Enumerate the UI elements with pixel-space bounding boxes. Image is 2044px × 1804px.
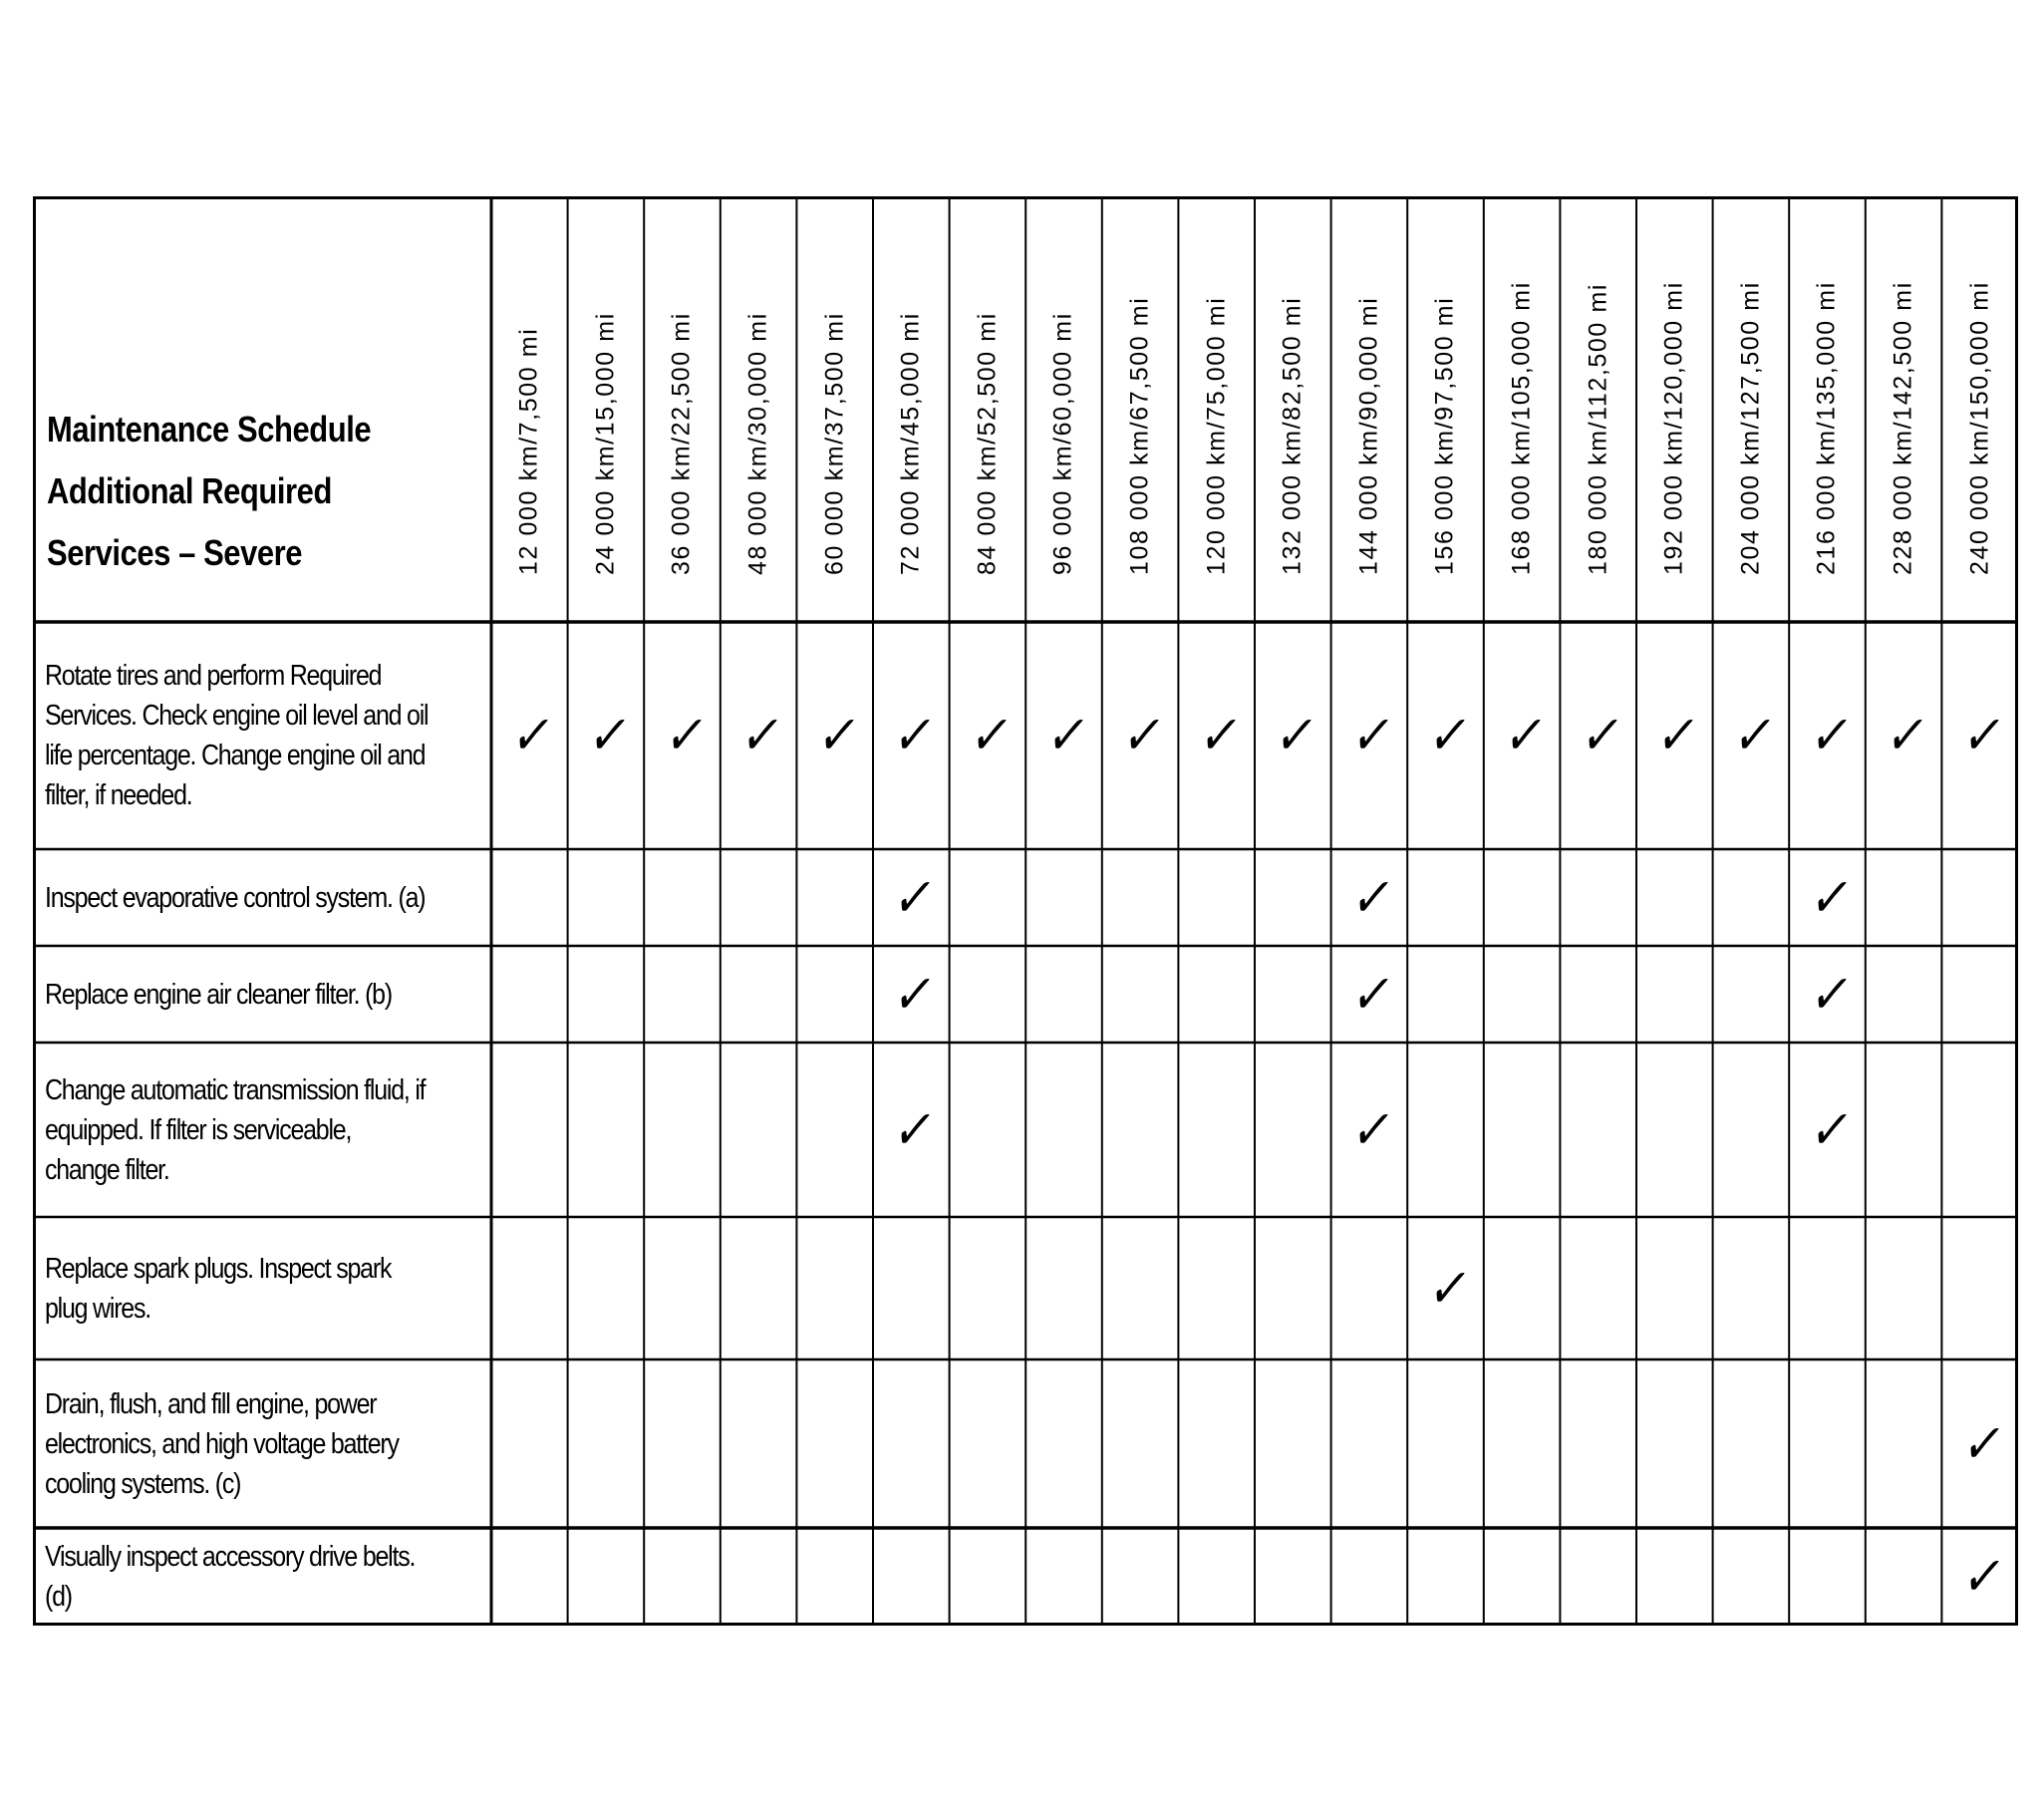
interval-header-label: 240 000 km/150,000 mi [1965,281,1994,575]
table-title-cell [33,196,491,622]
interval-header [1255,196,1331,622]
interval-header-label: 168 000 km/105,000 mi [1507,281,1536,575]
service-row-label [33,1359,491,1528]
service-row-label [33,1217,491,1359]
service-row-label [33,946,491,1043]
check-mark-icon: ✓ [586,704,626,766]
check-mark-icon: ✓ [1349,1097,1389,1161]
service-row-label [33,849,491,946]
check-mark-icon: ✓ [1808,865,1847,929]
check-mark-icon: ✓ [1274,704,1313,766]
interval-header [796,196,873,622]
service-description: Change automatic transmission fluid, if equipped. If filter is serviceable, change filter. [45,1073,426,1186]
interval-header-label: 48 000 km/30,000 mi [743,312,772,575]
check-mark-icon: ✓ [1808,962,1847,1026]
interval-header [1713,196,1790,622]
check-mark-icon: ✓ [1120,704,1160,766]
check-mark-icon: ✓ [1426,1256,1465,1320]
check-mark-icon: ✓ [968,704,1008,766]
interval-header-label: 72 000 km/45,000 mi [896,312,925,575]
interval-header-label: 36 000 km/22,500 mi [667,312,696,575]
check-mark-icon: ✓ [892,1097,931,1161]
service-row-label [33,1043,491,1217]
interval-header [1484,196,1561,622]
interval-header [721,196,797,622]
interval-header-label: 60 000 km/37,500 mi [820,312,849,575]
service-row-label [33,622,491,849]
check-mark-icon: ✓ [663,704,702,766]
interval-header [1407,196,1484,622]
interval-header-label: 132 000 km/82,500 mi [1278,296,1307,575]
interval-header-label: 156 000 km/97,500 mi [1430,296,1459,575]
interval-header-label: 24 000 km/15,000 mi [591,312,620,575]
service-description: Rotate tires and perform Required Services. Check engine oil level and oil life percentage. Change engine oil and filter, if needed. [45,660,429,811]
service-description: Replace spark plugs. Inspect spark plug wires. [45,1252,392,1325]
service-description: Inspect evaporative control system. (a) [45,881,426,914]
interval-header [644,196,721,622]
interval-header [1789,196,1866,622]
check-mark-icon: ✓ [1731,704,1771,766]
check-mark-icon: ✓ [1960,1411,1999,1475]
check-mark-icon: ✓ [1044,704,1083,766]
maintenance-schedule-table [33,196,2018,1626]
interval-header [950,196,1026,622]
interval-header-label: 144 000 km/90,000 mi [1354,296,1383,575]
title-line-1: Maintenance Schedule [47,409,372,450]
service-description: Drain, flush, and fill engine, power electronics, and high voltage battery cooling systems. (c) [45,1387,399,1500]
check-mark-icon: ✓ [1349,962,1389,1026]
check-mark-icon: ✓ [1579,704,1617,766]
check-mark-icon: ✓ [1197,704,1236,766]
interval-header [1560,196,1636,622]
interval-header-label: 216 000 km/135,000 mi [1812,281,1841,575]
interval-header-label: 192 000 km/120,000 mi [1659,281,1688,575]
interval-header [1636,196,1713,622]
interval-header [1866,196,1942,622]
check-mark-icon: ✓ [1960,704,1999,766]
title-line-3: Services – Severe [47,532,303,573]
check-mark-icon: ✓ [815,704,854,766]
interval-header-label: 12 000 km/7,500 mi [514,327,543,575]
service-description: Replace engine air cleaner filter. (b) [45,978,392,1011]
interval-header [873,196,950,622]
check-mark-icon: ✓ [738,704,778,766]
check-mark-icon: ✓ [1502,704,1542,766]
interval-header-label: 180 000 km/112,500 mi [1584,282,1612,575]
interval-header [1331,196,1408,622]
interval-header-label: 228 000 km/142,500 mi [1889,281,1917,575]
check-mark-icon: ✓ [892,704,931,766]
interval-header [1025,196,1102,622]
interval-header-label: 96 000 km/60,000 mi [1048,312,1077,575]
check-mark-icon: ✓ [1960,1545,1999,1608]
interval-header-label: 120 000 km/75,000 mi [1202,296,1231,575]
interval-header-label: 204 000 km/127,500 mi [1736,281,1765,575]
check-mark-icon: ✓ [1808,704,1847,766]
check-mark-icon: ✓ [1655,704,1694,766]
service-description: Visually inspect accessory drive belts. (d) [45,1541,416,1613]
table-title [47,399,371,584]
check-mark-icon: ✓ [1349,704,1389,766]
service-row-label [33,1528,491,1626]
title-line-2: Additional Required [47,470,332,511]
interval-header [568,196,645,622]
check-mark-icon: ✓ [892,962,931,1026]
check-mark-icon: ✓ [892,865,931,929]
check-mark-icon: ✓ [1884,704,1923,766]
interval-header [1941,196,2018,622]
check-mark-icon: ✓ [1426,704,1465,766]
check-mark-icon: ✓ [510,704,549,766]
interval-header [1178,196,1255,622]
interval-header [491,196,568,622]
interval-header-label: 84 000 km/52,500 mi [973,312,1002,575]
interval-header-label: 108 000 km/67,500 mi [1125,296,1154,575]
interval-header [1102,196,1179,622]
check-mark-icon: ✓ [1349,865,1389,929]
check-mark-icon: ✓ [1808,1097,1847,1161]
